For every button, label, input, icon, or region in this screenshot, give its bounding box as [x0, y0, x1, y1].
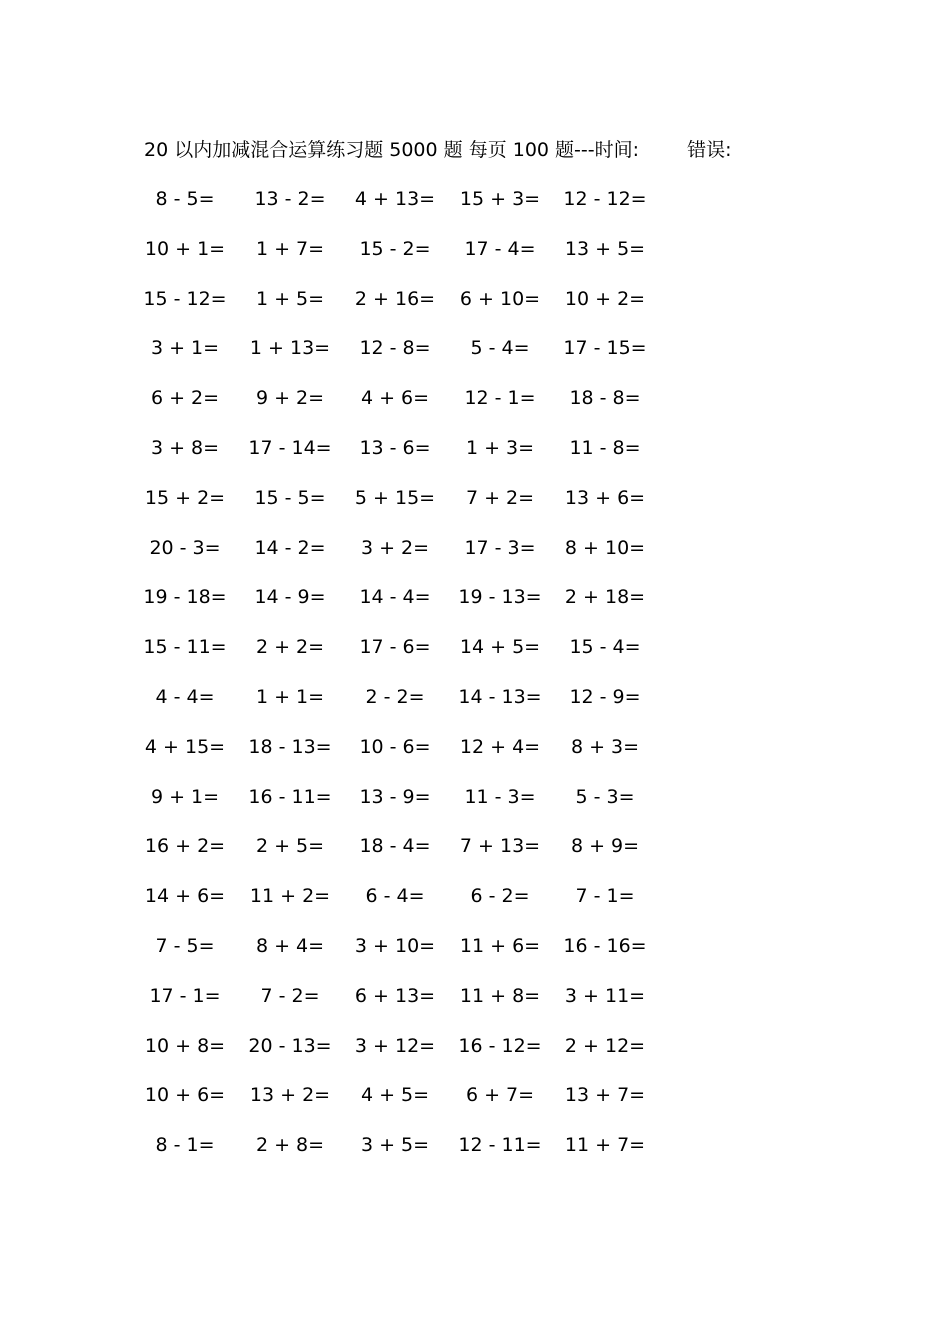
problem-item: 12 - 9= — [569, 685, 641, 708]
problem-item: 15 - 11= — [143, 636, 227, 659]
problem-item: 15 - 2= — [359, 237, 431, 260]
problem-item: 8 - 5= — [155, 188, 215, 210]
problem-item: 4 + 5= — [360, 1084, 430, 1107]
problem-item: 2 - 2= — [365, 685, 425, 708]
problem-row — [140, 435, 680, 485]
problem-item: 17 - 14= — [248, 436, 332, 459]
problem-row — [140, 335, 680, 385]
problem-item: 13 + 2= — [249, 1084, 331, 1107]
problem-item: 3 + 5= — [360, 1134, 430, 1157]
problem-item: 20 - 13= — [248, 1034, 332, 1057]
problem-row — [140, 883, 680, 933]
problem-item: 14 - 13= — [458, 685, 542, 708]
problem-item: 6 + 7= — [465, 1084, 535, 1107]
problem-item: 1 + 13= — [249, 337, 331, 360]
problem-item: 11 + 8= — [459, 984, 541, 1007]
problem-item: 14 - 9= — [254, 586, 326, 609]
problem-item: 16 - 11= — [248, 785, 332, 808]
problem-item: 13 - 9= — [359, 785, 431, 808]
problem-row — [140, 833, 680, 883]
problem-item: 7 + 2= — [465, 486, 535, 509]
problem-item: 2 + 5= — [255, 835, 325, 858]
problem-item: 12 - 11= — [458, 1134, 542, 1157]
problem-item: 14 + 5= — [459, 636, 541, 659]
problem-item: 10 + 1= — [144, 237, 226, 260]
problem-item: 7 - 1= — [575, 885, 635, 908]
problem-item: 13 - 6= — [359, 436, 431, 459]
problem-item: 4 - 4= — [155, 685, 215, 708]
problem-item: 6 - 2= — [470, 885, 530, 908]
problem-item: 13 + 6= — [564, 486, 646, 509]
problem-item: 14 - 4= — [359, 586, 431, 609]
problem-item: 11 + 7= — [564, 1134, 646, 1157]
problem-item: 1 + 3= — [465, 436, 535, 459]
problem-item: 17 - 15= — [563, 337, 647, 360]
problem-item: 7 + 13= — [459, 835, 541, 858]
problem-item: 6 + 2= — [150, 387, 220, 410]
problem-item: 17 - 6= — [359, 636, 431, 659]
problem-item: 18 - 4= — [359, 835, 431, 858]
problem-item: 19 - 18= — [143, 586, 227, 609]
problem-item: 4 + 6= — [360, 387, 430, 410]
problem-item: 14 - 2= — [254, 536, 326, 559]
problem-item: 13 + 7= — [564, 1084, 646, 1107]
problem-item: 11 - 8= — [569, 436, 641, 459]
problem-item: 2 + 16= — [354, 287, 436, 310]
problem-item: 8 + 10= — [564, 536, 646, 559]
problem-item: 3 + 11= — [564, 984, 646, 1007]
problem-item: 12 + 4= — [459, 735, 541, 758]
problem-item: 6 - 4= — [365, 885, 425, 908]
problem-item: 1 + 7= — [255, 237, 325, 260]
problem-row — [140, 933, 680, 983]
problem-item: 6 + 13= — [354, 984, 436, 1007]
problem-item: 4 + 13= — [354, 188, 436, 210]
problem-row — [140, 983, 680, 1033]
problem-item: 12 - 8= — [359, 337, 431, 360]
problem-item: 9 + 2= — [255, 387, 325, 410]
problem-item: 7 - 5= — [155, 934, 215, 957]
problem-row — [140, 584, 680, 634]
problem-item: 14 + 6= — [144, 885, 226, 908]
problem-item: 4 + 15= — [144, 735, 226, 758]
problem-item: 8 + 4= — [255, 934, 325, 957]
problem-item: 17 - 4= — [464, 237, 536, 260]
problem-row — [140, 186, 680, 236]
problem-item: 16 - 16= — [563, 934, 647, 957]
problem-item: 13 + 5= — [564, 237, 646, 260]
problem-row — [140, 286, 680, 336]
problem-row — [140, 385, 680, 435]
problem-row — [140, 684, 680, 734]
problem-item: 3 + 1= — [150, 337, 220, 360]
problem-item: 10 + 2= — [564, 287, 646, 310]
problem-item: 16 - 12= — [458, 1034, 542, 1057]
problem-item: 6 + 10= — [459, 287, 541, 310]
problem-item: 8 + 9= — [570, 835, 640, 858]
problem-row — [140, 535, 680, 585]
problem-item: 5 + 15= — [354, 486, 436, 509]
problem-item: 10 + 6= — [144, 1084, 226, 1107]
problem-item: 11 - 3= — [464, 785, 536, 808]
problem-item: 9 + 1= — [150, 785, 220, 808]
problem-item: 3 + 10= — [354, 934, 436, 957]
problem-row — [140, 734, 680, 784]
problem-item: 11 + 6= — [459, 934, 541, 957]
problem-item: 1 + 5= — [255, 287, 325, 310]
problem-item: 18 - 8= — [569, 387, 641, 410]
problem-item: 12 - 12= — [563, 188, 647, 210]
problem-item: 10 - 6= — [359, 735, 431, 758]
problem-item: 11 + 2= — [249, 885, 331, 908]
problem-item: 18 - 13= — [248, 735, 332, 758]
problem-item: 2 + 12= — [564, 1034, 646, 1057]
problem-item: 15 - 12= — [143, 287, 227, 310]
problem-item: 17 - 3= — [464, 536, 536, 559]
problem-item: 3 + 12= — [354, 1034, 436, 1057]
problem-item: 15 - 4= — [569, 636, 641, 659]
problem-item: 15 + 2= — [144, 486, 226, 509]
errors-label: 错误: — [687, 139, 732, 161]
problem-item: 3 + 2= — [360, 536, 430, 559]
problem-item: 13 - 2= — [254, 188, 326, 210]
problem-row — [140, 485, 680, 535]
problem-item: 2 + 2= — [255, 636, 325, 659]
problem-item: 20 - 3= — [149, 536, 221, 559]
problem-grid — [140, 186, 680, 1182]
problem-item: 1 + 1= — [255, 685, 325, 708]
problem-item: 12 - 1= — [464, 387, 536, 410]
problem-item: 3 + 8= — [150, 436, 220, 459]
problem-item: 7 - 2= — [260, 984, 320, 1007]
problem-item: 15 - 5= — [254, 486, 326, 509]
problem-item: 2 + 18= — [564, 586, 646, 609]
problem-item: 8 + 3= — [570, 735, 640, 758]
problem-item: 10 + 8= — [144, 1034, 226, 1057]
problem-row — [140, 1082, 680, 1132]
problem-item: 17 - 1= — [149, 984, 221, 1007]
problem-row — [140, 1132, 680, 1182]
problem-row — [140, 784, 680, 834]
problem-row — [140, 236, 680, 286]
problem-row — [140, 634, 680, 684]
problem-item: 16 + 2= — [144, 835, 226, 858]
problem-item: 5 - 4= — [470, 337, 530, 360]
page-title — [144, 137, 731, 163]
problem-item: 15 + 3= — [459, 188, 541, 210]
problem-item: 2 + 8= — [255, 1134, 325, 1157]
problem-item: 5 - 3= — [575, 785, 635, 808]
problem-item: 8 - 1= — [155, 1134, 215, 1157]
worksheet-title: 20 以内加减混合运算练习题 5000 题 每页 100 题---时间: — [144, 139, 640, 161]
problem-item: 19 - 13= — [458, 586, 542, 609]
problem-row — [140, 1033, 680, 1083]
